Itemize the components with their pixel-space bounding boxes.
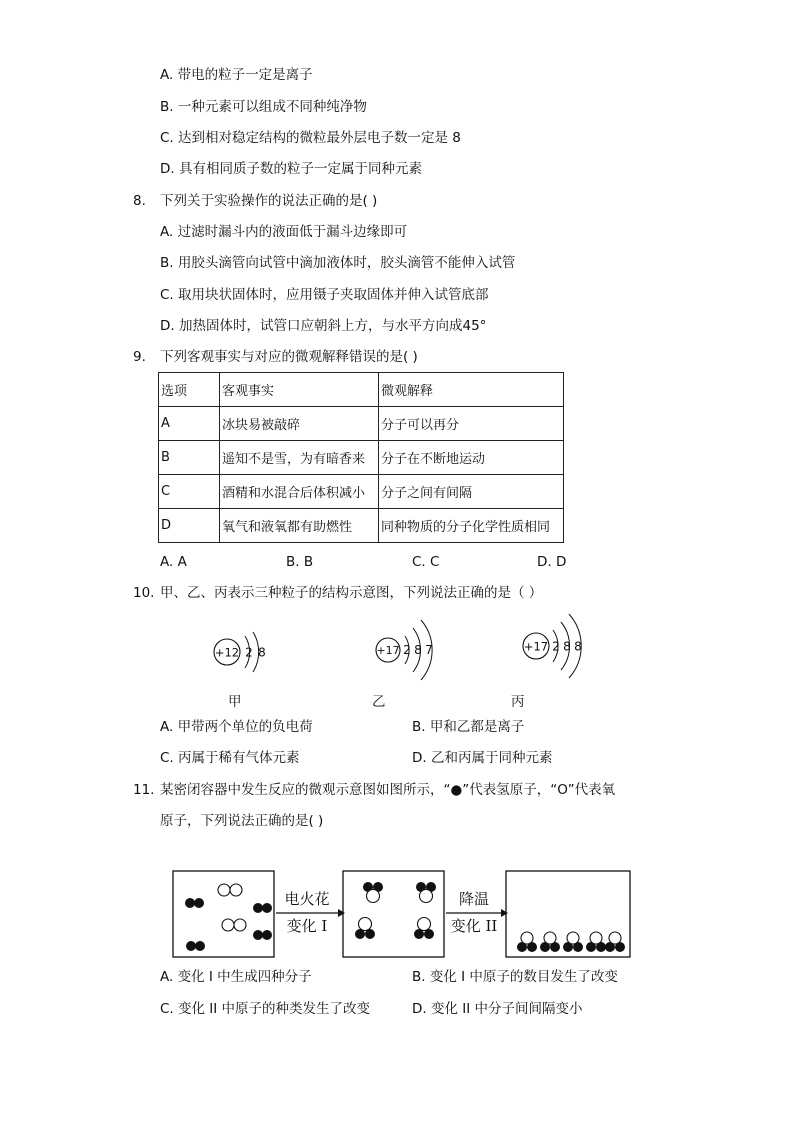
table-header-cell: 选项 xyxy=(159,373,220,407)
hydrogen-molecule-icon xyxy=(185,898,204,908)
q10-option-d: D. 乙和丙属于同种元素 xyxy=(412,750,553,766)
oxygen-molecule-icon xyxy=(222,919,246,931)
particle-yi-label: 乙 xyxy=(372,694,386,710)
hydrogen-molecule-icon xyxy=(253,903,272,913)
shell-electrons: 2 xyxy=(245,645,253,660)
table-cell: 分子可以再分 xyxy=(379,407,564,441)
shell-electrons: 8 xyxy=(258,645,266,660)
table-cell: 冰块易被敲碎 xyxy=(220,407,379,441)
reaction-diagram xyxy=(172,868,632,960)
particle-bing-label: 丙 xyxy=(511,694,525,710)
q8-stem: 下列关于实验操作的说法正确的是( ) xyxy=(160,193,378,209)
q10-stem: 甲、乙、丙表示三种粒子的结构示意图，下列说法正确的是（ ） xyxy=(160,585,543,601)
water-molecule-icon xyxy=(355,918,375,940)
particle-yi-diagram xyxy=(363,612,453,682)
table-row xyxy=(159,407,564,441)
q9-option-c: C. C xyxy=(412,554,440,570)
hydrogen-molecule-icon xyxy=(186,941,205,951)
table-row xyxy=(159,441,564,475)
table-cell: B xyxy=(159,441,220,475)
table-row xyxy=(159,475,564,509)
q10-option-b: B. 甲和乙都是离子 xyxy=(412,719,525,735)
q9-option-a: A. A xyxy=(160,554,187,570)
q11-stem-line2: 原子，下列说法正确的是( ) xyxy=(160,813,324,829)
hydrogen-molecule-icon xyxy=(253,930,272,940)
q11-stem-line1: 某密闭容器中发生反应的微观示意图如图所示，“●”代表氢原子，“O”代表氧 xyxy=(160,782,616,798)
q9-stem: 下列客观事实与对应的微观解释错误的是( ) xyxy=(160,349,418,365)
q9-number: 9. xyxy=(133,349,146,365)
q7-option-a: A. 带电的粒子一定是离子 xyxy=(160,67,313,83)
q11-option-b: B. 变化 I 中原子的数目发生了改变 xyxy=(412,969,618,985)
q11-number: 11. xyxy=(133,782,155,798)
q7-option-d: D. 具有相同质子数的粒子一定属于同种元素 xyxy=(160,161,422,177)
table-cell: 分子在不断地运动 xyxy=(379,441,564,475)
table-cell: D xyxy=(159,509,220,543)
q7-option-b: B. 一种元素可以组成不同种纯净物 xyxy=(160,99,367,115)
water-molecule-icon xyxy=(363,882,383,903)
arrow2-top-label: 降温 xyxy=(458,890,490,908)
q8-option-b: B. 用胶头滴管向试管中滴加液体时，胶头滴管不能伸入试管 xyxy=(160,255,516,271)
q7-option-c: C. 达到相对稳定结构的微粒最外层电子数一定是 8 xyxy=(160,130,461,146)
q11-option-d: D. 变化 II 中分子间间隔变小 xyxy=(412,1001,583,1017)
q11-option-c: C. 变化 II 中原子的种类发生了改变 xyxy=(160,1001,371,1017)
arrow-head-icon xyxy=(338,909,345,917)
q8-number: 8. xyxy=(133,193,146,209)
oxygen-molecule-icon xyxy=(218,884,242,896)
table-header-row xyxy=(159,373,564,407)
table-cell: 酒精和水混合后体积减小 xyxy=(220,475,379,509)
table-header-cell: 客观事实 xyxy=(220,373,379,407)
q9-option-d: D. D xyxy=(537,554,567,570)
arrow-head-icon xyxy=(501,909,508,917)
nucleus-charge: +17 xyxy=(376,644,400,657)
arrow2-bottom-label: 变化 II xyxy=(450,917,498,935)
q11-option-a: A. 变化 I 中生成四种分子 xyxy=(160,969,312,985)
shell-electrons: 8 xyxy=(414,643,422,657)
table-cell: 同种物质的分子化学性质相同 xyxy=(379,509,564,543)
shell-electrons: 8 xyxy=(574,639,582,654)
water-molecule-row xyxy=(517,932,625,952)
q10-number: 10. xyxy=(133,585,155,601)
water-molecule-icon xyxy=(414,918,434,940)
facts-table xyxy=(158,372,564,543)
table-cell: 分子之间有间隔 xyxy=(379,475,564,509)
shell-electrons: 7 xyxy=(425,643,433,657)
shell-electrons: 2 xyxy=(552,639,560,654)
table-cell: C xyxy=(159,475,220,509)
table-cell: 氧气和液氧都有助燃性 xyxy=(220,509,379,543)
table-cell: 遥知不是雪，为有暗香来 xyxy=(220,441,379,475)
table-header-cell: 微观解释 xyxy=(379,373,564,407)
q8-option-d: D. 加热固体时，试管口应朝斜上方，与水平方向成45° xyxy=(160,318,487,334)
particle-jia-label: 甲 xyxy=(228,694,242,710)
nucleus-charge: +17 xyxy=(523,639,549,654)
particle-bing-diagram xyxy=(510,612,600,687)
q10-option-c: C. 丙属于稀有气体元素 xyxy=(160,750,300,766)
particle-jia-diagram xyxy=(200,622,290,682)
table-cell: A xyxy=(159,407,220,441)
q10-option-a: A. 甲带两个单位的负电荷 xyxy=(160,719,313,735)
q9-option-b: B. B xyxy=(286,554,314,570)
shell-electrons: 2 xyxy=(403,643,411,657)
q8-option-a: A. 过滤时漏斗内的液面低于漏斗边缘即可 xyxy=(160,224,408,240)
q8-option-c: C. 取用块状固体时，应用镊子夹取固体并伸入试管底部 xyxy=(160,287,489,303)
water-molecule-icon xyxy=(416,882,436,903)
table-row xyxy=(159,509,564,543)
nucleus-charge: +12 xyxy=(214,645,240,660)
shell-electrons: 8 xyxy=(563,639,571,654)
arrow1-bottom-label: 变化 I xyxy=(286,917,328,935)
arrow1-top-label: 电火花 xyxy=(284,890,330,908)
